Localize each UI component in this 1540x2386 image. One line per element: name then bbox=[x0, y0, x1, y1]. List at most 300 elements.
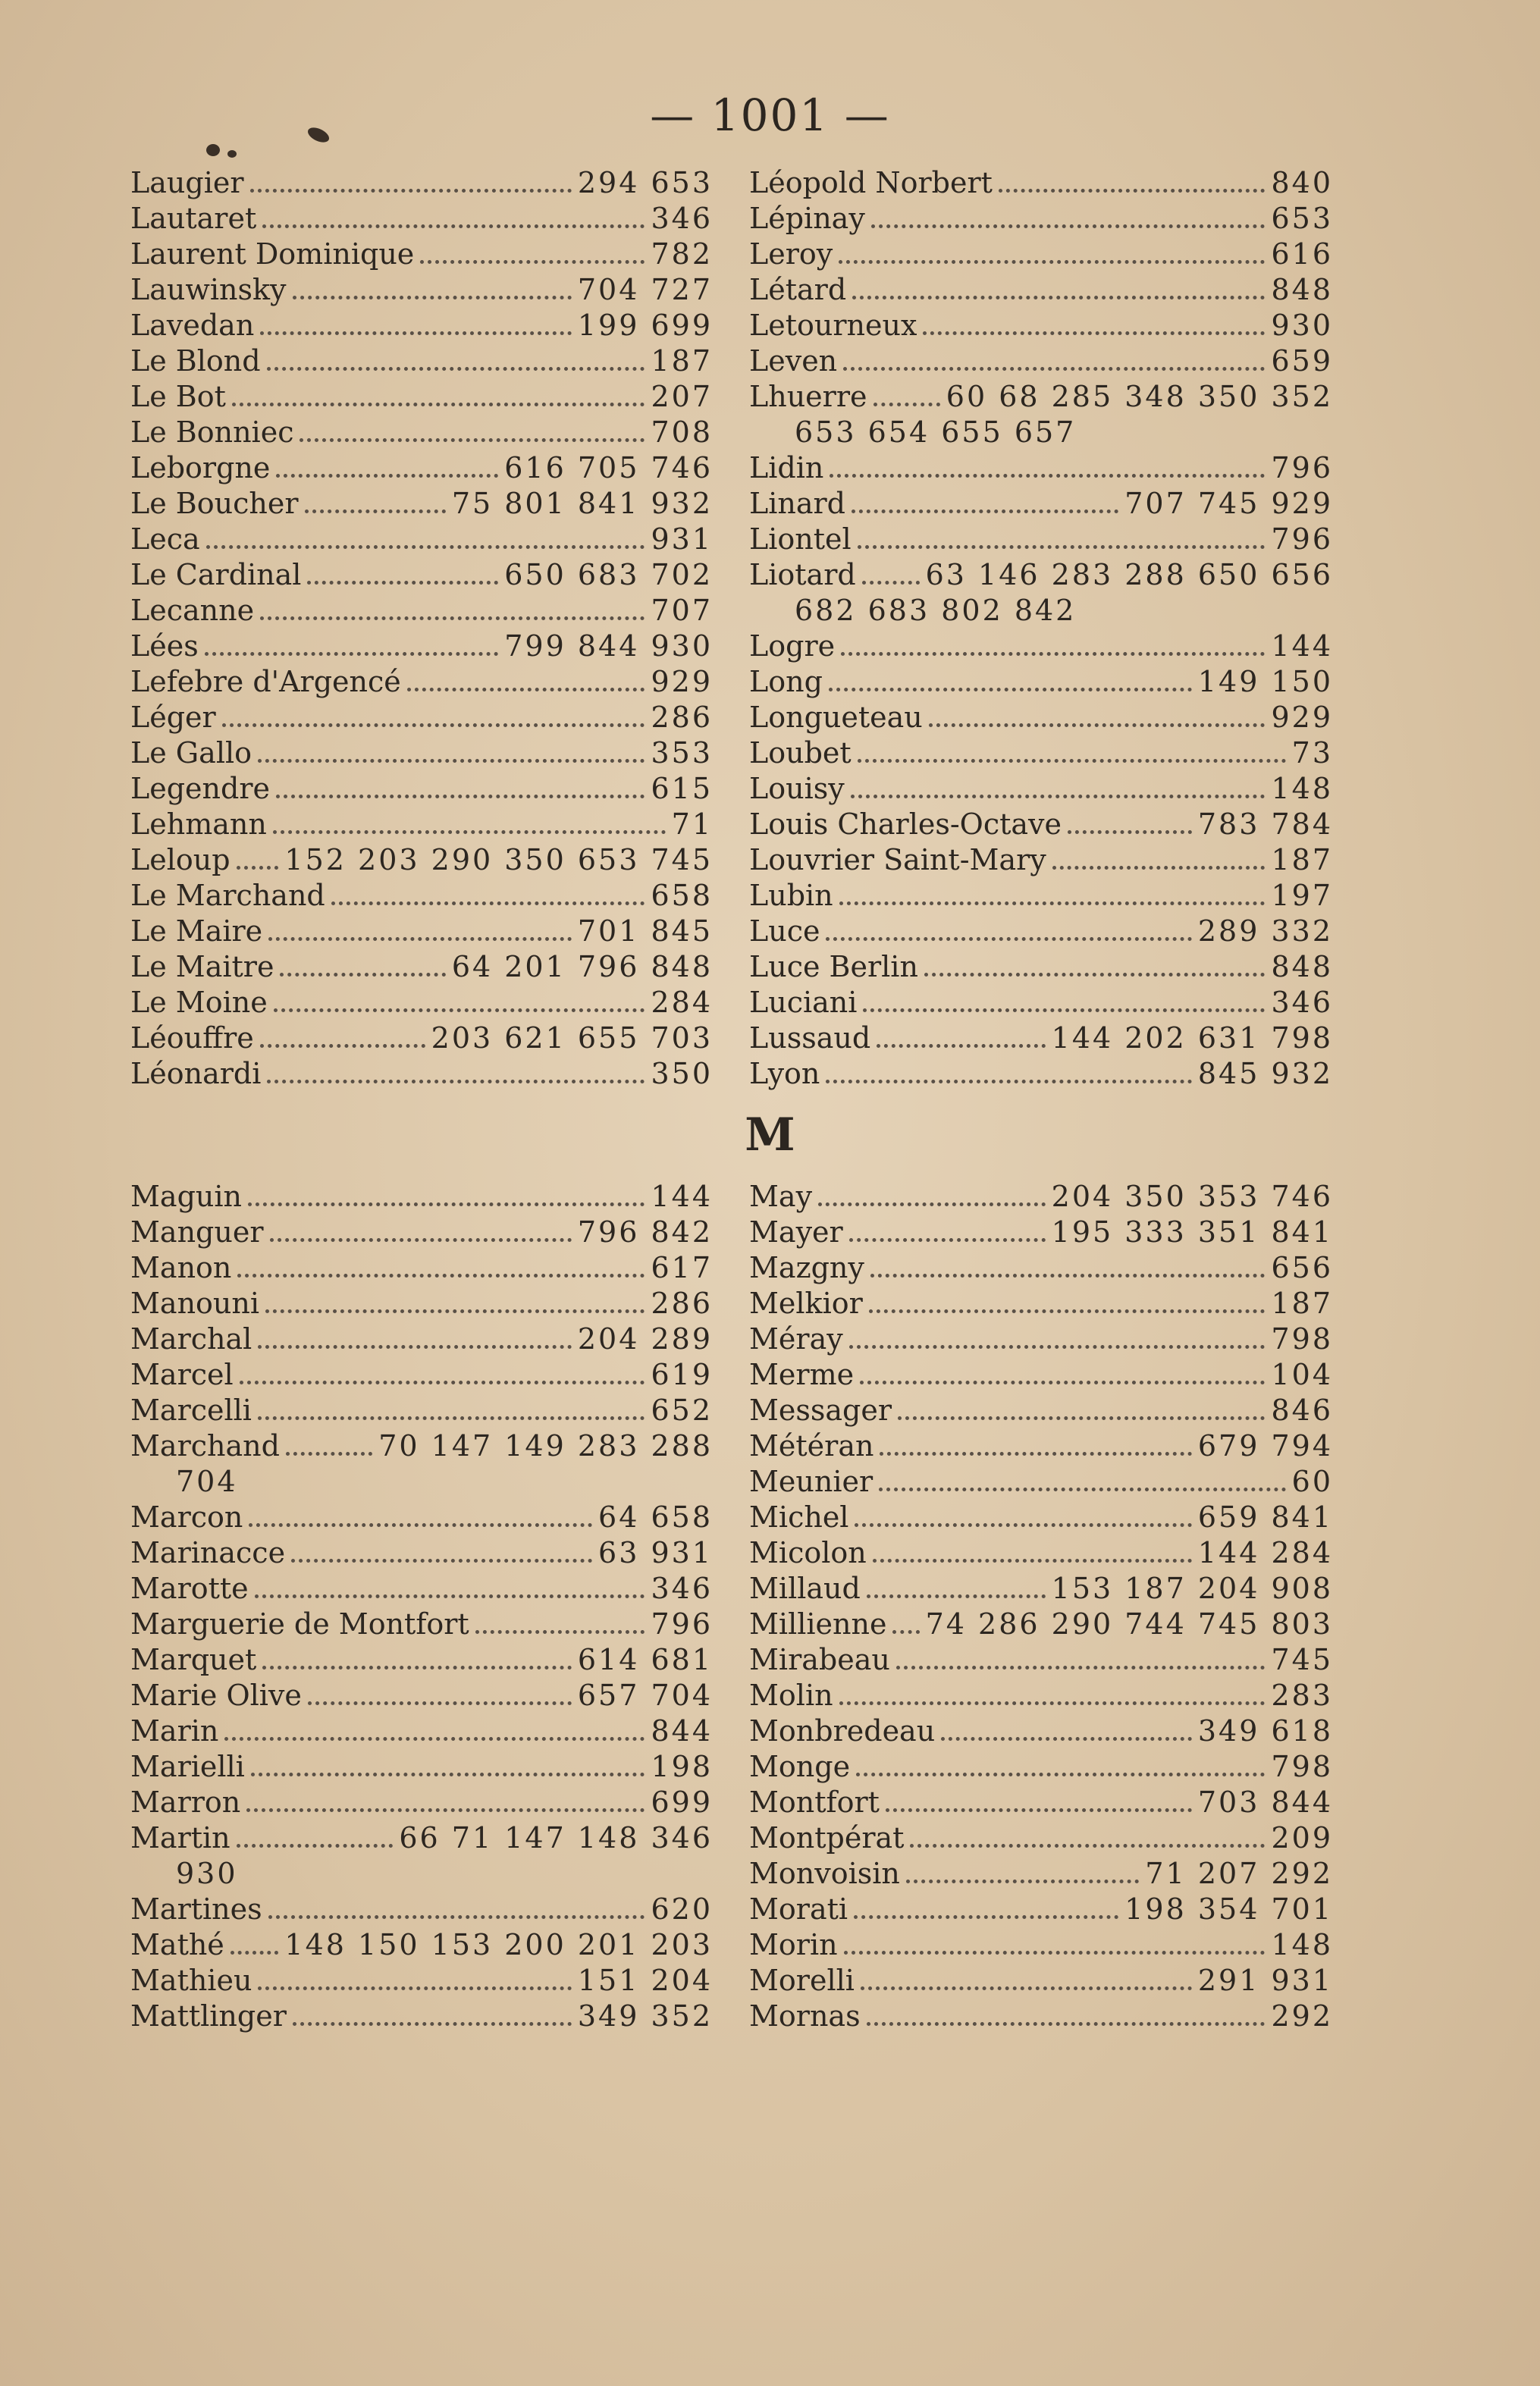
entry-name: Le Maitre bbox=[130, 950, 274, 983]
index-entry bbox=[130, 878, 713, 914]
index-entry bbox=[130, 914, 713, 949]
dot-leader bbox=[830, 474, 1265, 478]
dot-leader bbox=[929, 723, 1266, 727]
index-entry bbox=[130, 1642, 713, 1678]
entry-name: Louvrier Saint-Mary bbox=[749, 843, 1046, 876]
index-entry bbox=[749, 1820, 1333, 1856]
dot-leader bbox=[268, 1915, 645, 1919]
index-entry bbox=[749, 878, 1333, 914]
dot-leader bbox=[924, 973, 1266, 977]
entry-name: Legendre bbox=[130, 772, 270, 805]
index-entry bbox=[749, 237, 1333, 272]
entry-page-refs: 656 bbox=[1271, 1251, 1333, 1284]
index-entry bbox=[130, 1215, 713, 1250]
entry-page-refs: 701 845 bbox=[577, 914, 713, 948]
dot-leader bbox=[206, 545, 645, 549]
entry-name: Mornas bbox=[749, 1999, 861, 2033]
entry-page-refs: 292 bbox=[1271, 1999, 1333, 2033]
dot-leader bbox=[874, 403, 940, 406]
dot-leader bbox=[407, 688, 645, 691]
entry-page-refs: 144 bbox=[651, 1180, 713, 1213]
index-entry bbox=[130, 842, 713, 878]
entry-name: Monvoisin bbox=[749, 1857, 900, 1890]
index-entry bbox=[749, 272, 1333, 308]
entry-name: Luce bbox=[749, 914, 820, 948]
dot-leader bbox=[305, 509, 446, 513]
entry-page-refs: 783 784 bbox=[1197, 807, 1333, 841]
dot-leader bbox=[867, 2022, 1266, 2026]
entry-name: Marinacce bbox=[130, 1536, 286, 1569]
index-entry bbox=[749, 1357, 1333, 1393]
dot-leader bbox=[250, 189, 572, 193]
entry-page-refs: 619 bbox=[651, 1358, 713, 1391]
index-entry bbox=[130, 1500, 713, 1535]
entry-page-refs: 349 618 bbox=[1197, 1714, 1333, 1748]
index-entry bbox=[749, 165, 1333, 201]
index-entry bbox=[130, 593, 713, 629]
dot-leader bbox=[826, 1080, 1191, 1083]
dot-leader bbox=[255, 1594, 645, 1598]
entry-name: Liontel bbox=[749, 522, 852, 556]
entry-name: Longueteau bbox=[749, 701, 923, 734]
index-entry bbox=[130, 1179, 713, 1215]
entry-name: Le Cardinal bbox=[130, 558, 302, 591]
index-entry bbox=[749, 1215, 1333, 1250]
index-entry bbox=[130, 343, 713, 379]
dot-leader bbox=[880, 1452, 1191, 1456]
dot-leader bbox=[258, 1986, 571, 1990]
entry-page-refs: 659 bbox=[1271, 344, 1333, 378]
dot-leader bbox=[818, 1202, 1046, 1206]
dot-leader bbox=[862, 581, 920, 585]
index-entry bbox=[749, 1535, 1333, 1571]
entry-name: Lavedan bbox=[130, 309, 255, 342]
entry-page-refs: 75 801 841 932 bbox=[451, 487, 713, 520]
index-entry bbox=[749, 1464, 1333, 1500]
index-entry bbox=[749, 1179, 1333, 1215]
entry-page-refs: 650 683 702 bbox=[504, 558, 713, 591]
index-entry bbox=[749, 700, 1333, 735]
entry-name: Lecanne bbox=[130, 594, 255, 627]
entry-name: Leven bbox=[749, 344, 838, 378]
entry-page-refs: 931 bbox=[651, 522, 713, 556]
index-entry bbox=[749, 1713, 1333, 1749]
entry-page-refs: 64 201 796 848 bbox=[451, 950, 713, 983]
entry-name: Morati bbox=[749, 1892, 848, 1926]
dot-leader bbox=[293, 2022, 572, 2026]
entry-page-refs: 798 bbox=[1271, 1322, 1333, 1356]
index-entry bbox=[749, 486, 1333, 522]
dot-leader bbox=[861, 1986, 1192, 1990]
index-entry bbox=[749, 201, 1333, 237]
entry-name: Marie Olive bbox=[130, 1679, 302, 1712]
entry-name: Michel bbox=[749, 1500, 849, 1534]
dot-leader bbox=[240, 1381, 645, 1384]
index-entry bbox=[130, 664, 713, 700]
dot-leader bbox=[267, 367, 645, 371]
dot-leader bbox=[871, 224, 1266, 228]
entry-page-refs: 63 931 bbox=[598, 1536, 713, 1569]
entry-name: Meunier bbox=[749, 1465, 874, 1498]
entry-page-refs: 704 727 bbox=[577, 273, 713, 306]
entry-page-refs: 346 bbox=[1271, 986, 1333, 1019]
entry-page-refs: 350 bbox=[651, 1057, 713, 1090]
entry-page-refs: 658 bbox=[651, 879, 713, 912]
entry-name: Le Bonniec bbox=[130, 415, 294, 449]
index-entry bbox=[130, 629, 713, 664]
entry-page-refs: 353 bbox=[651, 736, 713, 770]
entry-name: Montfort bbox=[749, 1786, 880, 1819]
entry-page-refs: 289 332 bbox=[1197, 914, 1333, 948]
dot-leader bbox=[276, 795, 645, 798]
entry-name: Mirabeau bbox=[749, 1643, 890, 1676]
entry-page-refs: 846 bbox=[1271, 1394, 1333, 1427]
entry-page-refs: 703 844 bbox=[1197, 1786, 1333, 1819]
entry-page-refs: 286 bbox=[651, 1287, 713, 1320]
entry-page-refs: 930 bbox=[1271, 309, 1333, 342]
dot-leader bbox=[873, 1559, 1192, 1563]
entry-name: Maguin bbox=[130, 1180, 242, 1213]
entry-name: Martin bbox=[130, 1821, 231, 1855]
entry-name: Lussaud bbox=[749, 1021, 871, 1055]
entry-page-refs: 616 705 746 bbox=[504, 451, 713, 484]
entry-name: Louisy bbox=[749, 772, 845, 805]
index-entry bbox=[749, 1250, 1333, 1286]
dot-leader bbox=[826, 937, 1191, 941]
index-column-upper-left bbox=[130, 165, 713, 1092]
entry-page-refs: 707 745 929 bbox=[1124, 487, 1333, 520]
entry-page-refs: 652 bbox=[651, 1394, 713, 1427]
entry-page-refs: 187 bbox=[651, 344, 713, 378]
dot-leader bbox=[869, 1309, 1266, 1313]
entry-page-refs: 151 204 bbox=[577, 1964, 713, 1997]
entry-page-refs: 615 bbox=[651, 772, 713, 805]
dot-leader bbox=[892, 1630, 919, 1634]
index-entry bbox=[749, 985, 1333, 1021]
index-entry bbox=[130, 1393, 713, 1428]
index-entry bbox=[130, 1535, 713, 1571]
entry-name: Le Moine bbox=[130, 986, 268, 1019]
index-entry bbox=[749, 1856, 1333, 1892]
entry-name: Morin bbox=[749, 1928, 838, 1961]
dot-leader bbox=[886, 1808, 1192, 1812]
entry-page-refs: 66 71 147 148 346 bbox=[399, 1821, 713, 1855]
ink-blot bbox=[206, 144, 220, 156]
entry-page-refs: 707 bbox=[651, 594, 713, 627]
dot-leader bbox=[829, 688, 1192, 691]
index-entry bbox=[130, 1607, 713, 1642]
entry-continuation: 653 654 655 657 bbox=[795, 415, 1077, 449]
dot-leader bbox=[896, 1666, 1266, 1670]
entry-name: Le Boucher bbox=[130, 487, 299, 520]
entry-name: Lefebre d'Argencé bbox=[130, 665, 401, 698]
dot-leader bbox=[852, 296, 1265, 299]
ink-blot bbox=[227, 150, 237, 158]
entry-page-refs: 699 bbox=[651, 1786, 713, 1819]
entry-page-refs: 71 bbox=[671, 807, 713, 841]
section-letter: M bbox=[745, 1108, 795, 1162]
index-entry bbox=[749, 807, 1333, 842]
dot-leader bbox=[251, 1773, 645, 1776]
index-entry bbox=[749, 1678, 1333, 1713]
dot-leader bbox=[258, 1416, 645, 1420]
entry-continuation: 930 bbox=[176, 1857, 238, 1890]
dot-leader bbox=[293, 296, 572, 299]
entry-page-refs: 63 146 283 288 650 656 bbox=[925, 558, 1333, 591]
dot-leader bbox=[222, 723, 645, 727]
entry-page-refs: 291 931 bbox=[1197, 1964, 1333, 1997]
entry-page-refs: 796 bbox=[651, 1607, 713, 1641]
dot-leader bbox=[877, 1044, 1045, 1048]
index-entry bbox=[749, 1892, 1333, 1927]
entry-name: Messager bbox=[749, 1394, 892, 1427]
entry-name: Mazgny bbox=[749, 1251, 864, 1284]
entry-name: Millienne bbox=[749, 1607, 887, 1641]
entry-page-refs: 796 bbox=[1271, 451, 1333, 484]
dot-leader bbox=[849, 1345, 1266, 1349]
dot-leader bbox=[844, 1951, 1266, 1955]
index-entry bbox=[130, 949, 713, 985]
entry-page-refs: 195 333 351 841 bbox=[1051, 1215, 1333, 1249]
entry-name: Marielli bbox=[130, 1750, 245, 1783]
entry-name: Linard bbox=[749, 487, 846, 520]
index-entry bbox=[130, 1999, 713, 2034]
dot-leader bbox=[858, 759, 1286, 763]
entry-name: Monbredeau bbox=[749, 1714, 936, 1748]
entry-name: Manon bbox=[130, 1251, 232, 1284]
index-entry bbox=[749, 1963, 1333, 1999]
entry-page-refs: 616 bbox=[1271, 237, 1333, 271]
entry-page-refs: 153 187 204 908 bbox=[1051, 1572, 1333, 1605]
entry-page-refs: 796 842 bbox=[577, 1215, 713, 1249]
entry-name: May bbox=[749, 1180, 813, 1213]
entry-name: Manouni bbox=[130, 1287, 260, 1320]
entry-page-refs: 152 203 290 350 653 745 bbox=[284, 843, 713, 876]
entry-name: Logre bbox=[749, 629, 836, 663]
entry-name: Marron bbox=[130, 1786, 241, 1819]
entry-name: Long bbox=[749, 665, 823, 698]
dot-leader bbox=[854, 1915, 1118, 1919]
entry-page-refs: 283 bbox=[1271, 1679, 1333, 1712]
entry-page-refs: 620 bbox=[651, 1892, 713, 1926]
entry-name: Leca bbox=[130, 522, 200, 556]
entry-name: Laurent Dominique bbox=[130, 237, 415, 271]
entry-page-refs: 284 bbox=[651, 986, 713, 1019]
entry-name: Merme bbox=[749, 1358, 855, 1391]
dot-leader bbox=[276, 474, 498, 478]
entry-name: Mayer bbox=[749, 1215, 843, 1249]
entry-page-refs: 199 699 bbox=[577, 309, 713, 342]
dot-leader bbox=[270, 1238, 572, 1242]
dot-leader bbox=[867, 1594, 1046, 1598]
entry-page-refs: 796 bbox=[1271, 522, 1333, 556]
entry-page-refs: 204 289 bbox=[577, 1322, 713, 1356]
entry-name: Montpérat bbox=[749, 1821, 905, 1855]
entry-name: Martines bbox=[130, 1892, 262, 1926]
entry-name: Léopold Norbert bbox=[749, 166, 993, 199]
index-column-lower-right bbox=[749, 1179, 1333, 2034]
entry-page-refs: 74 286 290 744 745 803 bbox=[925, 1607, 1333, 1641]
entry-name: Marguerie de Montfort bbox=[130, 1607, 469, 1641]
index-entry bbox=[130, 1820, 713, 1856]
dot-leader bbox=[851, 795, 1266, 798]
entry-name: Lées bbox=[130, 629, 199, 663]
entry-page-refs: 653 bbox=[1271, 202, 1333, 235]
index-entry bbox=[749, 1749, 1333, 1785]
index-entry bbox=[130, 486, 713, 522]
index-entry bbox=[130, 165, 713, 201]
index-entry bbox=[749, 522, 1333, 557]
dot-leader bbox=[258, 759, 645, 763]
dot-leader bbox=[262, 1666, 572, 1670]
index-entry bbox=[130, 807, 713, 842]
entry-page-refs: 346 bbox=[651, 1572, 713, 1605]
entry-name: Léger bbox=[130, 701, 216, 734]
entry-name: Liotard bbox=[749, 558, 856, 591]
entry-page-refs: 745 bbox=[1271, 1643, 1333, 1676]
entry-page-refs: 207 bbox=[651, 380, 713, 413]
entry-page-refs: 679 794 bbox=[1197, 1429, 1333, 1463]
entry-name: Léonardi bbox=[130, 1057, 262, 1090]
index-entry bbox=[130, 1428, 713, 1464]
entry-name: Lhuerre bbox=[749, 380, 867, 413]
entry-name: Molin bbox=[749, 1679, 833, 1712]
entry-name: Marin bbox=[130, 1714, 219, 1748]
entry-name: Le Blond bbox=[130, 344, 261, 378]
dot-leader bbox=[260, 1044, 425, 1048]
index-entry bbox=[130, 1785, 713, 1820]
entry-name: Micolon bbox=[749, 1536, 867, 1569]
entry-name: Monge bbox=[749, 1750, 851, 1783]
entry-page-refs: 104 bbox=[1271, 1358, 1333, 1391]
entry-page-refs: 848 bbox=[1271, 950, 1333, 983]
dot-leader bbox=[249, 1523, 592, 1527]
entry-name: Lauwinsky bbox=[130, 273, 287, 306]
index-entry bbox=[130, 379, 713, 415]
entry-page-refs: 187 bbox=[1271, 843, 1333, 876]
entry-page-refs: 657 704 bbox=[577, 1679, 713, 1712]
index-entry bbox=[130, 1571, 713, 1607]
index-entry bbox=[130, 1713, 713, 1749]
index-entry bbox=[130, 308, 713, 343]
index-column-upper-right bbox=[749, 165, 1333, 1092]
entry-page-refs: 286 bbox=[651, 701, 713, 734]
dot-leader bbox=[224, 1737, 645, 1741]
dot-leader bbox=[232, 403, 645, 406]
entry-page-refs: 294 653 bbox=[577, 166, 713, 199]
entry-page-refs: 844 bbox=[651, 1714, 713, 1748]
index-entry bbox=[749, 1927, 1333, 1963]
dot-leader bbox=[1068, 830, 1192, 834]
entry-name: Le Marchand bbox=[130, 879, 325, 912]
index-entry bbox=[130, 1927, 713, 1963]
index-entry bbox=[749, 1021, 1333, 1056]
dot-leader bbox=[863, 1008, 1265, 1012]
entry-name: Leroy bbox=[749, 237, 833, 271]
entry-page-refs: 198 bbox=[651, 1750, 713, 1783]
index-entry bbox=[130, 1749, 713, 1785]
entry-name: Luce Berlin bbox=[749, 950, 918, 983]
dot-leader bbox=[267, 1080, 645, 1083]
entry-name: Marcel bbox=[130, 1358, 234, 1391]
dot-leader bbox=[291, 1559, 592, 1563]
dot-leader bbox=[475, 1630, 645, 1634]
dot-leader bbox=[258, 1345, 572, 1349]
entry-name: Marcon bbox=[130, 1500, 243, 1534]
entry-name: Morelli bbox=[749, 1964, 855, 1997]
index-entry bbox=[749, 1322, 1333, 1357]
entry-name: Méray bbox=[749, 1322, 843, 1356]
entry-name: Marchal bbox=[130, 1322, 252, 1356]
entry-page-refs: 848 bbox=[1271, 273, 1333, 306]
page-number: — 1001 — bbox=[650, 89, 890, 141]
entry-page-refs: 798 bbox=[1271, 1750, 1333, 1783]
entry-page-refs: 144 284 bbox=[1197, 1536, 1333, 1569]
index-entry bbox=[749, 557, 1333, 593]
dot-leader bbox=[262, 224, 645, 228]
dot-leader bbox=[237, 866, 279, 870]
dot-leader bbox=[941, 1737, 1192, 1741]
entry-name: Marcelli bbox=[130, 1394, 252, 1427]
entry-name: Leloup bbox=[130, 843, 231, 876]
entry-name: Leborgne bbox=[130, 451, 271, 484]
dot-leader bbox=[852, 509, 1118, 513]
dot-leader bbox=[260, 616, 645, 620]
entry-name: Le Bot bbox=[130, 380, 226, 413]
entry-page-refs: 148 bbox=[1271, 1928, 1333, 1961]
entry-name: Marquet bbox=[130, 1643, 257, 1676]
dot-leader bbox=[879, 1488, 1285, 1491]
entry-page-refs: 204 350 353 746 bbox=[1051, 1180, 1333, 1213]
index-entry bbox=[130, 557, 713, 593]
entry-page-refs: 148 bbox=[1271, 772, 1333, 805]
entry-name: Laugier bbox=[130, 166, 244, 199]
dot-leader bbox=[331, 901, 645, 905]
index-entry bbox=[749, 308, 1333, 343]
index-entry bbox=[130, 1357, 713, 1393]
entry-page-refs: 197 bbox=[1271, 879, 1333, 912]
index-entry bbox=[130, 735, 713, 771]
index-entry bbox=[130, 450, 713, 486]
entry-name: Lidin bbox=[749, 451, 824, 484]
entry-continuation: 682 683 802 842 bbox=[795, 594, 1077, 627]
index-entry bbox=[749, 1500, 1333, 1535]
entry-name: Lépinay bbox=[749, 202, 865, 235]
index-entry bbox=[130, 700, 713, 735]
entry-name: Manguer bbox=[130, 1215, 264, 1249]
entry-name: Le Gallo bbox=[130, 736, 252, 770]
index-entry bbox=[749, 664, 1333, 700]
index-entry bbox=[130, 1250, 713, 1286]
entry-name: Météran bbox=[749, 1429, 874, 1463]
dot-leader bbox=[870, 1274, 1266, 1278]
index-entry bbox=[749, 1571, 1333, 1607]
dot-leader bbox=[910, 1844, 1265, 1848]
entry-name: Le Maire bbox=[130, 914, 263, 948]
dot-leader bbox=[273, 830, 666, 834]
index-entry bbox=[130, 1892, 713, 1927]
entry-name: Mathieu bbox=[130, 1964, 252, 1997]
index-entry bbox=[749, 914, 1333, 949]
entry-page-refs: 70 147 149 283 288 bbox=[378, 1429, 713, 1463]
entry-page-refs: 929 bbox=[1271, 701, 1333, 734]
dot-leader bbox=[248, 1202, 645, 1206]
entry-name: Lehmann bbox=[130, 807, 267, 841]
index-entry bbox=[130, 1322, 713, 1357]
dot-leader bbox=[237, 1274, 645, 1278]
entry-page-refs: 60 68 285 348 350 352 bbox=[946, 380, 1333, 413]
index-entry bbox=[130, 985, 713, 1021]
